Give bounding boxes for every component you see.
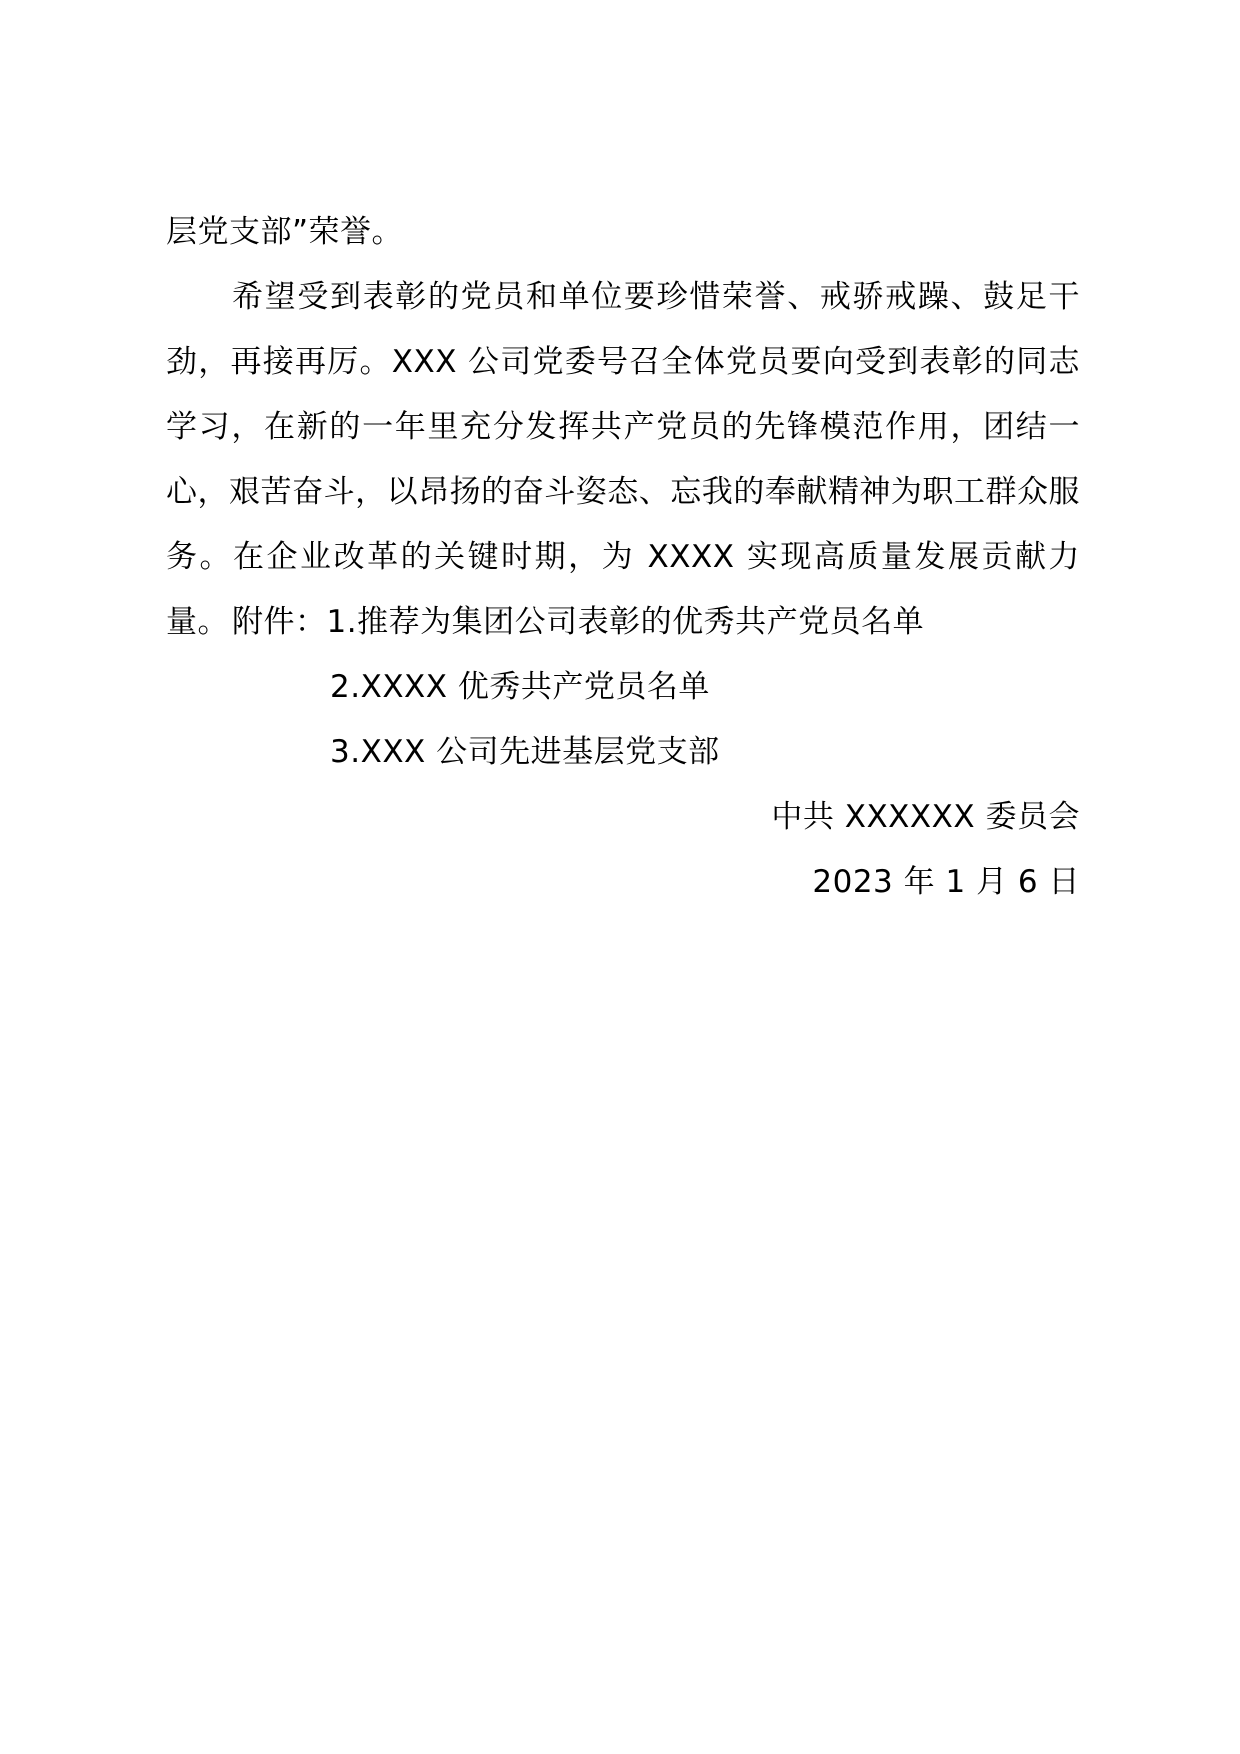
body-paragraph: 希望受到表彰的党员和单位要珍惜荣誉、戒骄戒躁、鼓足干劲，再接再厉。XXX 公司党委号召全体党员要向受到表彰的同志学习，在新的一年里充分发挥共产党员的先锋模范作用，团结一心，艰苦奋斗，以昂扬的奋斗姿态、忘我的奉献精神为职工群众服务。在企业改革的关键时期，为 XXXX 实现高质量发展贡献力量。 bbox=[166, 279, 1080, 640]
attachments-section bbox=[232, 590, 924, 655]
signature-date: 2023 年 1 月 6 日 bbox=[812, 864, 1080, 900]
attachment-item-3: 3.XXX 公司先进基层党支部 bbox=[330, 734, 720, 770]
continuation-line: 层党支部”荣誉。 bbox=[166, 214, 404, 250]
signature-organization: 中共 XXXXXX 委员会 bbox=[771, 799, 1080, 835]
attachments-label: 附件： bbox=[232, 604, 327, 640]
attachment-item-1: 1.推荐为集团公司表彰的优秀共产党员名单 bbox=[326, 604, 925, 640]
attachment-item-2: 2.XXXX 优秀共产党员名单 bbox=[330, 669, 710, 705]
